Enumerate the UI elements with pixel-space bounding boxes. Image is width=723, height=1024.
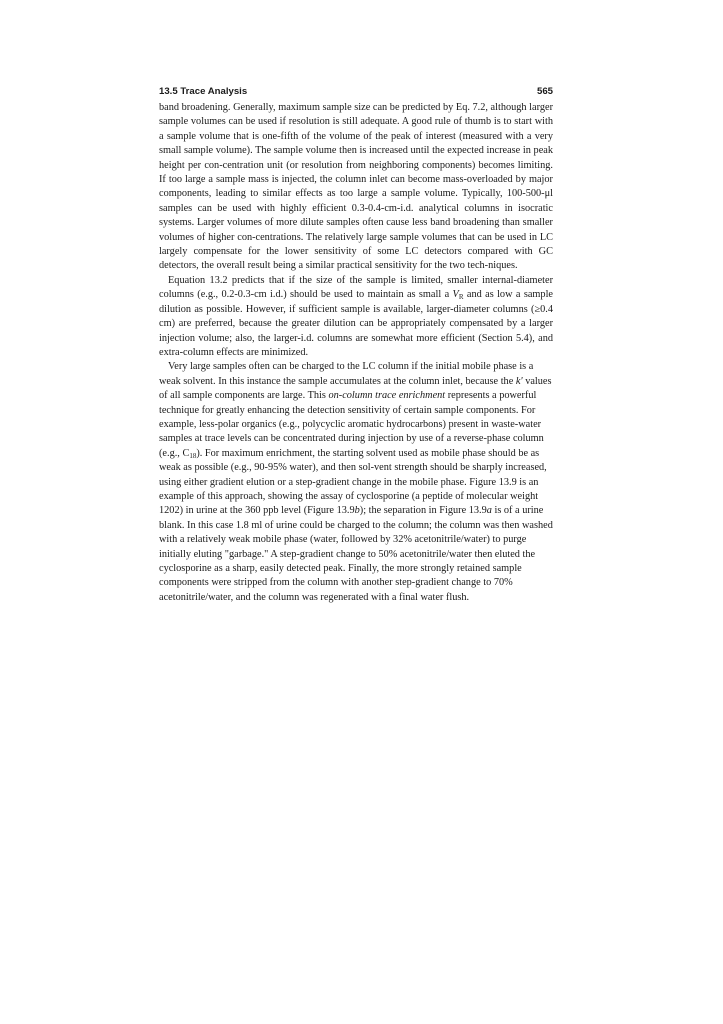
paragraph-3-text-e: ); the separation in Figure 13.9: [359, 505, 487, 517]
paragraph-1: band broadening. Generally, maximum sample size can be predicted by Eq. 7.2, although larger sample volumes can be used if resolution is still adequate. A good rule of thumb is to start with a sample volume that is one-fifth of the volume of the peak of interest (measured with a very small sample volume). The sample volume then is increased until the expected increase in peak height per con-centration unit (or resolution from neighboring components) becomes limiting. If too large a sample mass is injected, the column inlet can become mass-overloaded by major components, leading to similar effects as too large a sample volume. Typically, 100-500-μl samples can be used with highly efficient 0.3-0.4-cm-i.d. analytical columns in isocratic systems. Larger volumes of more dilute samples often cause less band broadening than smaller volumes of higher con-centrations. The relatively large sample volumes that can be used in LC largely compensate for the lower sensitivity of some LC detectors compared with GC detectors, the overall result being a similar practical sensitivity for the two tech-niques.: [159, 102, 553, 272]
retention-volume-symbol: V: [452, 289, 459, 301]
paragraph-3-text-f: is of a urine blank. In this case 1.8 ml of urine could be charged to the column; the column was then washed with a relatively weak mobile phase (water, followed by 32% acetonitrile/water) to purge initially eluting "garbage." A step-gradient change to 50% acetonitrile/water then eluted the cyclosporine as a sharp, easily detected peak. Finally, the more strongly retained sample components were stripped from the column with another step-gradient change to 70% acetonitrile/water, and the column was regenerated with a final water flush.: [159, 505, 553, 603]
paragraph-3: [159, 360, 553, 605]
c18-subscript: 18: [189, 451, 197, 460]
paragraph-3-text-d: ). For maximum enrichment, the starting solvent used as mobile phase should be as weak as possible (e.g., 90-95% water), and then sol-vent strength should be sharply increased, using either gradient elution or a step-gradient change in the mobile phase. Figure 13.9 is an example of this approach, showing the assay of cyclosporine (a peptide of molecular weight 1202) in urine at the 360 ppb level (Figure 13.9: [159, 447, 547, 517]
page-number: 565: [536, 86, 553, 97]
retention-volume-subscript: R: [458, 293, 464, 302]
paragraph-2-text-a: Equation 13.2 predicts that if the size of the sample is limited, smaller internal-diameter columns (e.g., 0.2-0.3-cm i.d.) should be used to maintain as small a: [159, 274, 553, 301]
paragraph-3-text-c: represents a powerful technique for greatly enhancing the detection sensitivity of certain sample components. For example, less-polar organics (e.g., polycyclic aromatic hydrocarbons) present in waste-water samples at trace levels can be concentrated during injection by use of a reverse-phase column (e.g., C: [159, 390, 544, 459]
capacity-factor-symbol: k': [515, 375, 523, 387]
figure-panel-a: a: [486, 505, 492, 517]
figure-panel-b: b: [354, 505, 360, 517]
emphasis-term: on-column trace enrichment: [328, 390, 446, 402]
section-title: 13.5 Trace Analysis: [159, 86, 248, 97]
paragraph-2-text-b: and as low a sample dilution as possible. However, if sufficient sample is available, larger-diameter columns (≥0.4 cm) are preferred, because the greater dilution can be appropriately compensated by a larger injection volume; also, the larger-i.d. columns are somewhat more efficient (Section 5.4), and extra-column effects are minimized.: [159, 289, 554, 358]
paragraph-3-text-b: values of all sample components are large. This: [159, 375, 552, 402]
running-head: [159, 86, 553, 98]
body-text: [159, 101, 553, 605]
paragraph-2: [159, 274, 553, 360]
paragraph-3-text-a: Very large samples often can be charged to the LC column if the initial mobile phase is a weak solvent. In this instance the sample accumulates at the column inlet, because the: [159, 361, 534, 387]
